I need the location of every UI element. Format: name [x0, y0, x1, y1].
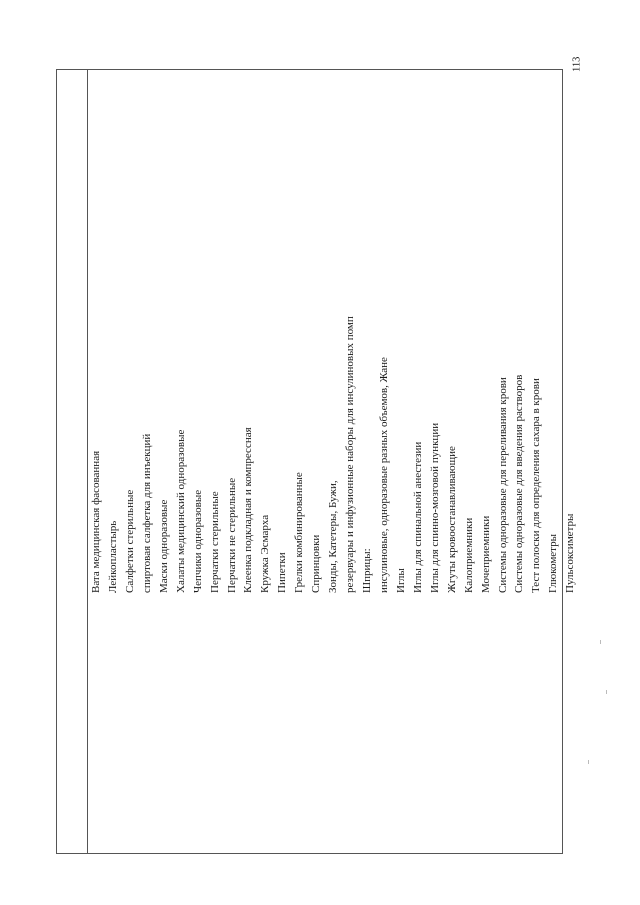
list-item: Шприцы: — [361, 548, 373, 593]
list-item: резервуары и инфузионные наборы для инсулиновых помп — [344, 316, 357, 593]
list-item: Салфетки стерильные — [123, 489, 136, 593]
list-item: Жгуты кровоостанавливающие — [445, 446, 458, 593]
list-item: инсулиновые, одноразовые разных объемов, Жане — [377, 357, 390, 593]
list-item: спиртовая салфетка для инъекций — [140, 433, 153, 593]
scan-speck — [600, 640, 601, 644]
list-item: Иглы для спинно-мозговой пункции — [428, 422, 441, 593]
list-item: Глюкометры — [547, 534, 560, 593]
page-number: 113 — [571, 56, 583, 72]
list-item: Перчатки не стерильные — [225, 477, 238, 593]
supply-list — [88, 53, 579, 593]
list-item: Зонды, Катетеры, Бужи, — [327, 480, 340, 593]
list-item: Чепчики одноразовые — [191, 489, 204, 593]
list-item: Пипетки — [276, 552, 289, 593]
list-item: Спринцовки — [310, 534, 323, 593]
list-item: Тест полоски для определения сахара в крови — [530, 378, 543, 593]
list-item: Мочеприемники — [479, 515, 492, 593]
list-item: Пульсоксиметры — [564, 513, 577, 593]
list-item: Грелки комбинированные — [293, 472, 306, 593]
list-item: Системы одноразовые для введения растворов — [513, 374, 526, 593]
list-item: Вата медицинская фасованная — [90, 450, 102, 593]
list-item: Калоприемники — [462, 517, 475, 593]
list-item: Лейкопластырь — [106, 520, 119, 593]
list-item: Клеенка подкладная и компрессная — [242, 427, 255, 593]
list-item: Системы одноразовые для переливания крови — [496, 377, 509, 593]
list-item: Иглы для спинальной анестезии — [411, 441, 424, 593]
list-item: Перчатки стерильные — [208, 491, 221, 593]
scan-speck — [606, 690, 607, 694]
scan-speck — [588, 760, 589, 764]
list-item: Иглы — [394, 568, 407, 593]
list-item: Маски одноразовые — [157, 499, 170, 593]
list-item: Кружка Эсмарха — [259, 514, 272, 593]
list-item: Халаты медицинский одноразовые — [174, 429, 187, 593]
